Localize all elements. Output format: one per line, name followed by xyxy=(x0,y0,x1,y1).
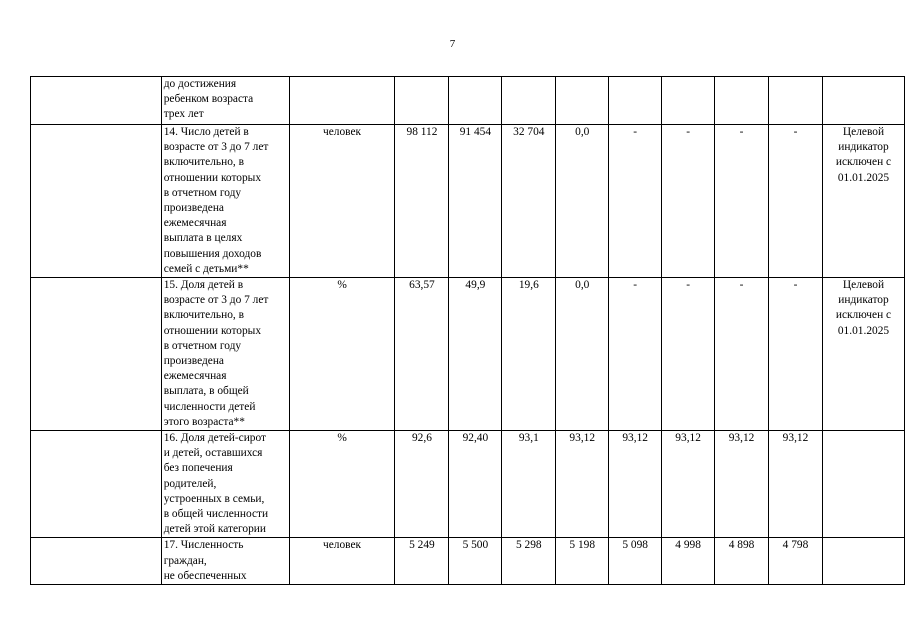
indicator-name-line: граждан, xyxy=(163,554,207,567)
value-cell: 19,6 xyxy=(502,278,556,431)
value-cell: 93,12 xyxy=(662,431,715,538)
value-cell: 93,1 xyxy=(502,431,556,538)
indicator-name-line: ребенком возраста xyxy=(163,93,254,106)
value-cell xyxy=(715,77,769,125)
value-cell xyxy=(662,77,715,125)
indicator-name-line: возрасте от 3 до 7 лет xyxy=(163,294,269,307)
indicator-name-line: произведена xyxy=(163,355,224,368)
indicator-name-cell xyxy=(161,278,289,431)
value-cell: 92,6 xyxy=(395,431,449,538)
indicator-name-cell xyxy=(161,431,289,538)
value-cell: 93,12 xyxy=(769,431,823,538)
value-cell: - xyxy=(609,125,662,278)
indicator-name-line: устроенных в семьи, xyxy=(163,492,265,505)
unit-cell: человек xyxy=(289,538,395,585)
indicator-name-line: этого возраста** xyxy=(163,415,245,428)
value-cell: 91 454 xyxy=(449,125,502,278)
value-cell: 5 298 xyxy=(502,538,556,585)
value-cell: 32 704 xyxy=(502,125,556,278)
note-cell xyxy=(822,538,904,585)
indicator-name-line: ежемесячная xyxy=(163,217,227,230)
value-cell: 4 898 xyxy=(715,538,769,585)
value-cell: - xyxy=(715,125,769,278)
indicator-name-cell xyxy=(161,77,289,125)
indicator-name-line: не обеспеченных xyxy=(163,569,247,582)
program-cell xyxy=(31,278,162,431)
value-cell xyxy=(609,77,662,125)
indicator-name-line: 15. Доля детей в xyxy=(163,279,244,292)
value-cell: - xyxy=(662,125,715,278)
value-cell: - xyxy=(769,125,823,278)
value-cell: 0,0 xyxy=(556,125,609,278)
indicator-name-line: включительно, в xyxy=(163,156,244,169)
note-line: 01.01.2025 xyxy=(837,171,890,184)
indicator-name-line: 17. Численность xyxy=(163,539,244,552)
table-row xyxy=(31,431,905,538)
indicator-name-line: отношении которых xyxy=(163,324,262,337)
note-line: индикатор xyxy=(838,294,889,307)
indicator-name-line: в отчетном году xyxy=(163,186,242,199)
value-cell xyxy=(556,77,609,125)
value-cell: 5 500 xyxy=(449,538,502,585)
value-cell: 5 098 xyxy=(609,538,662,585)
indicator-name-line: ежемесячная xyxy=(163,370,227,383)
note-cell xyxy=(822,278,904,431)
value-cell: - xyxy=(769,278,823,431)
indicator-name-line: включительно, в xyxy=(163,309,244,322)
indicator-name-cell xyxy=(161,125,289,278)
program-cell xyxy=(31,125,162,278)
indicator-name-line: до достижения xyxy=(163,78,237,90)
program-cell xyxy=(31,538,162,585)
value-cell: 93,12 xyxy=(609,431,662,538)
page-number: 7 xyxy=(449,38,456,50)
unit-cell: % xyxy=(289,278,395,431)
note-cell xyxy=(822,431,904,538)
indicator-name-cell xyxy=(161,538,289,585)
table-row xyxy=(31,538,905,585)
indicator-name-line: и детей, оставшихся xyxy=(163,447,263,460)
unit-cell: человек xyxy=(289,125,395,278)
value-cell xyxy=(769,77,823,125)
indicator-name-line: 16. Доля детей-сирот xyxy=(163,432,267,445)
program-cell xyxy=(31,77,162,125)
indicator-name-line: выплата в целях xyxy=(163,232,243,245)
indicator-name-line: в отчетном году xyxy=(163,339,242,352)
note-line: индикатор xyxy=(838,141,889,154)
value-cell: 0,0 xyxy=(556,278,609,431)
value-cell: - xyxy=(715,278,769,431)
program-cell xyxy=(31,431,162,538)
value-cell: 63,57 xyxy=(395,278,449,431)
indicator-name-line: численности детей xyxy=(163,400,256,413)
value-cell: 98 112 xyxy=(395,125,449,278)
indicator-name-line: 14. Число детей в xyxy=(163,126,249,138)
note-line: 01.01.2025 xyxy=(837,324,890,337)
note-line: исключен с xyxy=(835,309,892,322)
note-cell xyxy=(822,77,904,125)
indicator-name-line: трех лет xyxy=(163,108,204,121)
value-cell: 4 798 xyxy=(769,538,823,585)
value-cell: 5 198 xyxy=(556,538,609,585)
indicator-name-line: в общей численности xyxy=(163,508,269,521)
value-cell: 93,12 xyxy=(556,431,609,538)
value-cell: - xyxy=(662,278,715,431)
indicator-name-line: отношении которых xyxy=(163,171,262,184)
unit-cell xyxy=(289,77,395,125)
indicator-name-line: выплата, в общей xyxy=(163,385,249,398)
note-line: Целевой xyxy=(842,279,885,292)
table-row xyxy=(31,125,905,278)
table-row xyxy=(31,77,905,125)
value-cell xyxy=(502,77,556,125)
table-row xyxy=(31,278,905,431)
indicator-name-line: семей с детьми** xyxy=(163,262,249,275)
note-cell xyxy=(822,125,904,278)
note-line: исключен с xyxy=(835,156,892,169)
indicator-name-line: повышения доходов xyxy=(163,247,262,260)
value-cell: 49,9 xyxy=(449,278,502,431)
indicators-table xyxy=(30,76,905,585)
indicator-name-line: произведена xyxy=(163,202,224,215)
value-cell xyxy=(395,77,449,125)
indicator-name-line: родителей, xyxy=(163,477,217,490)
indicator-name-line: возрасте от 3 до 7 лет xyxy=(163,141,269,154)
indicator-name-line: детей этой категории xyxy=(163,523,266,536)
unit-cell: % xyxy=(289,431,395,538)
value-cell: 4 998 xyxy=(662,538,715,585)
value-cell: 92,40 xyxy=(449,431,502,538)
value-cell: 5 249 xyxy=(395,538,449,585)
indicator-name-line: без попечения xyxy=(163,462,233,475)
value-cell: 93,12 xyxy=(715,431,769,538)
value-cell: - xyxy=(609,278,662,431)
value-cell xyxy=(449,77,502,125)
note-line: Целевой xyxy=(842,126,885,138)
